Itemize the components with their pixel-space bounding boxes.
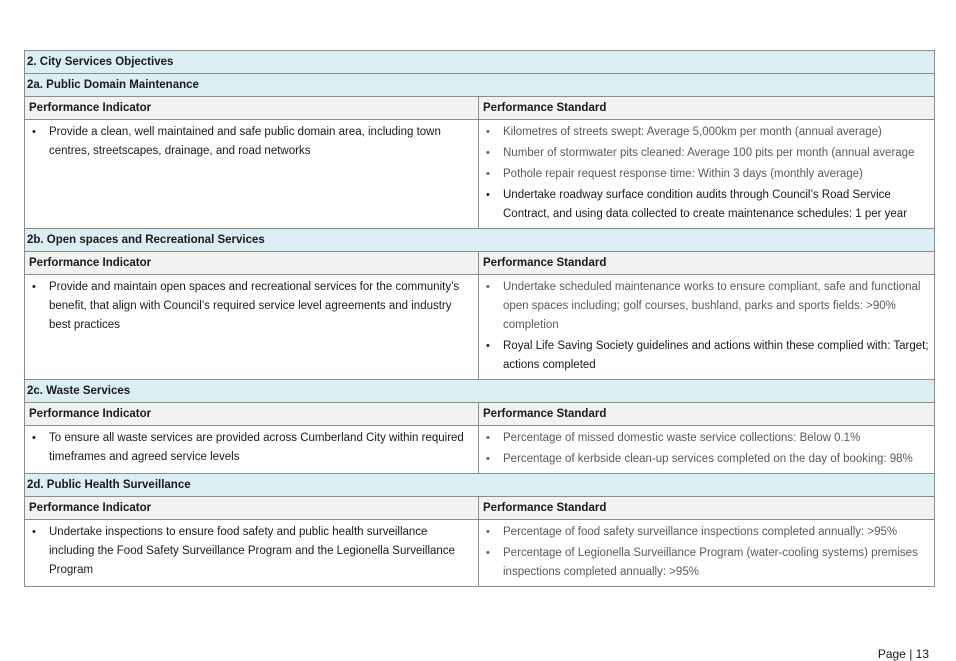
- content-row: [25, 426, 935, 474]
- subsection-title: 2d. Public Health Surveillance: [25, 474, 935, 497]
- standard-item: • Royal Life Saving Society guidelines and actions within these complied with: Target; actions completed: [483, 337, 930, 375]
- standard-header: Performance Standard: [479, 497, 935, 520]
- column-header-row: [25, 403, 935, 426]
- indicator-header: Performance Indicator: [25, 97, 479, 120]
- column-header-row: [25, 252, 935, 275]
- column-header-row: [25, 497, 935, 520]
- standard-header: Performance Standard: [479, 252, 935, 275]
- content-row: [25, 275, 935, 380]
- subsection-title: 2b. Open spaces and Recreational Services: [25, 229, 935, 252]
- section-title: 2. City Services Objectives: [25, 51, 935, 74]
- indicator-item: • Provide and maintain open spaces and recreational services for the community’s benefit, that align with Council’s required service level agreements and industry best practices: [29, 278, 474, 335]
- indicator-item: • Undertake inspections to ensure food safety and public health surveillance including the Food Safety Surveillance Program and the Legionella Surveillance Program: [29, 523, 474, 580]
- standard-cell: [479, 520, 935, 587]
- indicator-cell: [25, 520, 479, 587]
- standard-item: • Pothole repair request response time: Within 3 days (monthly average): [483, 165, 930, 184]
- objectives-table: [24, 50, 935, 587]
- indicator-item: • Provide a clean, well maintained and safe public domain area, including town centres, streetscapes, drainage, and road networks: [29, 123, 474, 161]
- subsection-title: 2c. Waste Services: [25, 380, 935, 403]
- standard-item: • Kilometres of streets swept: Average 5,000km per month (annual average): [483, 123, 930, 142]
- indicator-header: Performance Indicator: [25, 252, 479, 275]
- subsection-title: 2a. Public Domain Maintenance: [25, 74, 935, 97]
- indicator-cell: [25, 426, 479, 474]
- subsection-title-row: [25, 380, 935, 403]
- subsection-title-row: [25, 474, 935, 497]
- standard-cell: [479, 275, 935, 380]
- standard-item: • Number of stormwater pits cleaned: Average 100 pits per month (annual average: [483, 144, 930, 163]
- standard-header: Performance Standard: [479, 97, 935, 120]
- standard-item: • Undertake roadway surface condition audits through Council’s Road Service Contract, and using data collected to create maintenance schedules: 1 per year: [483, 186, 930, 224]
- indicator-cell: [25, 275, 479, 380]
- page-number: Page | 13: [877, 647, 929, 661]
- section-title-row: [25, 51, 935, 74]
- standard-item: • Percentage of food safety surveillance inspections completed annually: >95%: [483, 523, 930, 542]
- indicator-header: Performance Indicator: [25, 403, 479, 426]
- subsection-title-row: [25, 74, 935, 97]
- column-header-row: [25, 97, 935, 120]
- indicator-header: Performance Indicator: [25, 497, 479, 520]
- content-row: [25, 520, 935, 587]
- standard-cell: [479, 120, 935, 229]
- content-row: [25, 120, 935, 229]
- indicator-cell: [25, 120, 479, 229]
- standard-item: • Percentage of missed domestic waste service collections: Below 0.1%: [483, 429, 930, 448]
- standard-item: • Percentage of Legionella Surveillance Program (water-cooling systems) premises inspections completed annually: >95%: [483, 544, 930, 582]
- indicator-item: • To ensure all waste services are provided across Cumberland City within required timeframes and agreed service levels: [29, 429, 474, 467]
- standard-item: • Percentage of kerbside clean-up services completed on the day of booking: 98%: [483, 450, 930, 469]
- subsection-title-row: [25, 229, 935, 252]
- standard-item: • Undertake scheduled maintenance works to ensure compliant, safe and functional open spaces including; golf courses, bushland, parks and sports fields: >90% completion: [483, 278, 930, 335]
- standard-header: Performance Standard: [479, 403, 935, 426]
- standard-cell: [479, 426, 935, 474]
